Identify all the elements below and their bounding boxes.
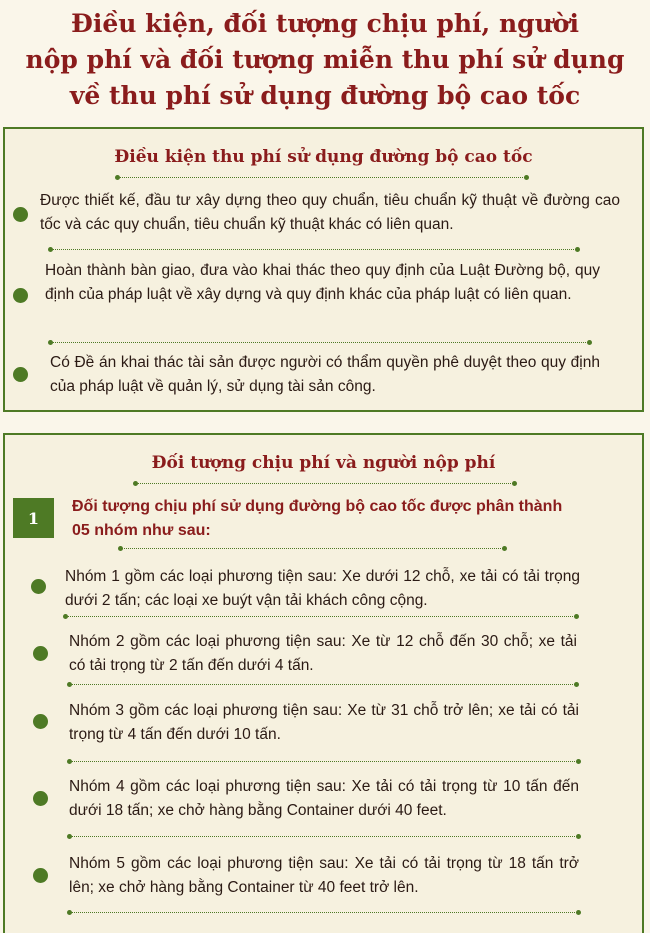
conditions-heading: Điều kiện thu phí sử dụng đường bộ cao tốc xyxy=(114,147,533,167)
bullet-icon xyxy=(33,868,48,883)
conditions-box xyxy=(3,127,644,412)
heading-divider xyxy=(117,177,527,178)
page-title xyxy=(0,6,650,114)
heading-divider xyxy=(135,483,515,484)
section-number-badge: 1 xyxy=(13,498,54,538)
bullet-icon xyxy=(13,288,28,303)
payers-heading: Đối tượng chịu phí và người nộp phí xyxy=(151,453,496,473)
item-divider xyxy=(65,616,577,617)
item-divider xyxy=(69,836,579,837)
item-divider xyxy=(50,249,578,250)
title-line-3: về thu phí sử dụng đường bộ cao tốc xyxy=(69,81,581,110)
condition-item-1: Được thiết kế, đầu tư xây dựng theo quy chuẩn, tiêu chuẩn kỹ thuật về đường cao tốc và các quy chuẩn, tiêu chuẩn kỹ thuật khác có liên quan. xyxy=(40,192,620,233)
section-title: Đối tượng chịu phí sử dụng đường bộ cao tốc được phân thành 05 nhóm như sau: xyxy=(72,498,563,539)
item-divider xyxy=(50,342,590,343)
subhead-divider xyxy=(120,548,505,549)
group-item-3: Nhóm 3 gồm các loại phương tiện sau: Xe từ 31 chỗ trở lên; xe tải có tải trọng từ 4 tấn đến dưới 10 tấn. xyxy=(69,702,579,743)
group-item-5: Nhóm 5 gồm các loại phương tiện sau: Xe tải có tải trọng từ 18 tấn trở lên; xe chở hàng bằng Container từ 40 feet trở lên. xyxy=(69,855,579,896)
group-item-4: Nhóm 4 gồm các loại phương tiện sau: Xe tải có tải trọng từ 10 tấn đến dưới 18 tấn; xe chở hàng bằng Container dưới 40 feet. xyxy=(69,778,579,819)
item-divider xyxy=(69,912,579,913)
bullet-icon xyxy=(33,714,48,729)
bullet-icon xyxy=(13,367,28,382)
title-line-2: nộp phí và đối tượng miễn thu phí sử dụng xyxy=(25,45,625,74)
bullet-icon xyxy=(31,579,46,594)
condition-item-3: Có Đề án khai thác tài sản được người có thẩm quyền phê duyệt theo quy định của pháp luật về quản lý, sử dụng tài sản công. xyxy=(50,354,600,395)
bullet-icon xyxy=(33,791,48,806)
bullet-icon xyxy=(33,646,48,661)
title-line-1: Điều kiện, đối tượng chịu phí, người xyxy=(71,9,579,38)
item-divider xyxy=(69,684,577,685)
bullet-icon xyxy=(13,207,28,222)
condition-item-2: Hoàn thành bàn giao, đưa vào khai thác theo quy định của Luật Đường bộ, quy định của pháp luật về xây dựng và quy định khác của pháp luật có liên quan. xyxy=(45,262,600,303)
group-item-1: Nhóm 1 gồm các loại phương tiện sau: Xe dưới 12 chỗ, xe tải có tải trọng dưới 2 tấn; các loại xe buýt vận tải khách công cộng. xyxy=(65,568,580,609)
group-item-2: Nhóm 2 gồm các loại phương tiện sau: Xe từ 12 chỗ đến 30 chỗ; xe tải có tải trọng từ 2 tấn đến dưới 4 tấn. xyxy=(69,633,577,674)
item-divider xyxy=(69,761,579,762)
